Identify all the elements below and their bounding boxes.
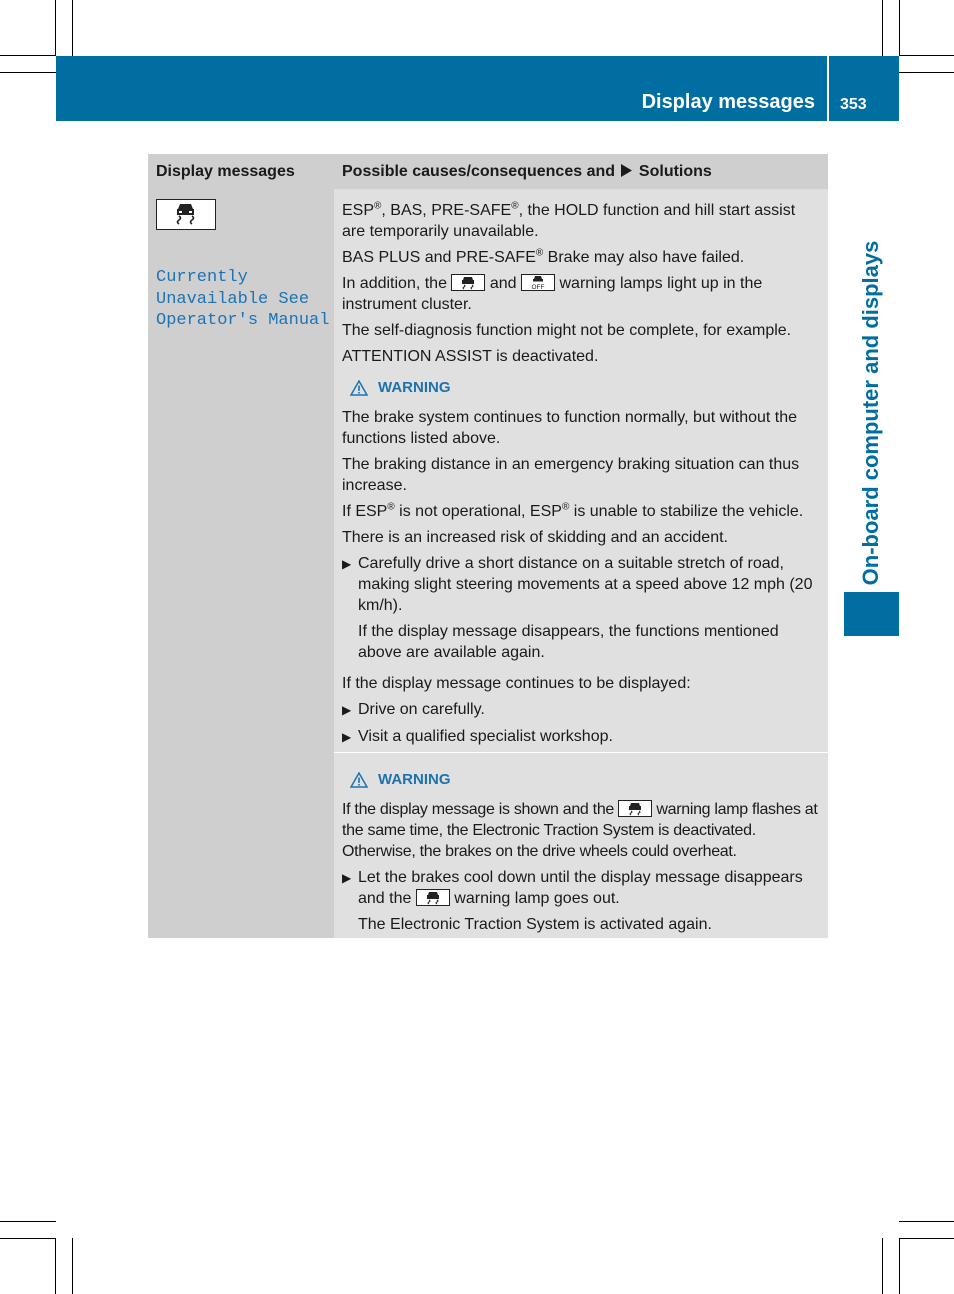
causes-solutions-cell-2 xyxy=(334,753,828,938)
crop-mark xyxy=(0,1221,56,1222)
display-message-text xyxy=(156,267,329,332)
crop-mark xyxy=(899,72,954,73)
paragraph: There is an increased risk of skidding and an accident. xyxy=(342,529,728,546)
paragraph: The braking distance in an emergency braking situation can thus increase. xyxy=(342,456,800,494)
warning-triangle-icon xyxy=(350,380,368,396)
paragraph: The self-diagnosis function might not be complete, for example. xyxy=(342,322,792,339)
esp-skid-lamp-icon xyxy=(416,889,450,906)
chapter-tab-marker xyxy=(844,592,899,636)
crop-mark xyxy=(55,0,56,56)
paragraph: The brake system continues to function normally, but without the functions listed above. xyxy=(342,409,798,447)
page-header xyxy=(56,56,899,121)
crop-mark xyxy=(899,55,954,56)
crop-mark xyxy=(899,0,900,56)
instruction-step: ▶ Carefully drive a short distance on a suitable stretch of road, making slight steering movements at a speed above 12 mph (20 km/h). If the display message disappears, the functions mentioned above are available again. xyxy=(342,555,813,661)
esp-skid-lamp-icon xyxy=(451,274,485,291)
page-number: 353 xyxy=(840,96,867,113)
step-arrow-icon: ▶ xyxy=(342,871,352,885)
crop-mark xyxy=(0,55,56,56)
play-arrow-icon xyxy=(621,164,632,177)
crop-mark xyxy=(899,1238,954,1239)
crop-mark xyxy=(899,1238,900,1294)
crop-mark xyxy=(55,1238,56,1294)
display-message-cell xyxy=(148,189,334,938)
display-message-line: Currently xyxy=(156,268,248,287)
causes-solutions-cell-1 xyxy=(334,189,828,752)
crop-mark xyxy=(899,1221,954,1222)
crop-mark xyxy=(0,72,56,73)
paragraph: If the display message is shown and the warning lamp flashes at the same time, the Electronic Traction System is deactivated. Otherwise, the brakes on the drive wheels could overheat. xyxy=(342,801,818,860)
instruction-step: ▶ Drive on carefully. xyxy=(342,699,822,720)
esp-skid-lamp-icon xyxy=(156,199,216,230)
paragraph: If the display message continues to be displayed: xyxy=(342,675,691,692)
display-messages-table xyxy=(148,154,828,938)
instruction-step: ▶ Let the brakes cool down until the display message disappears and the warning lamp goes out. The Electronic Traction System is activated again. xyxy=(342,869,803,933)
paragraph: In addition, the and OFF warning lamps light up in the instrument cluster. xyxy=(342,275,763,313)
crop-mark xyxy=(882,0,883,56)
column-header-display-messages: Display messages xyxy=(148,154,334,189)
crop-mark xyxy=(72,0,73,56)
display-message-line: Operator's Manual xyxy=(156,311,330,330)
paragraph: BAS PLUS and PRE-SAFE® Brake may also have failed. xyxy=(342,247,745,266)
paragraph: If ESP® is not operational, ESP® is unable to stabilize the vehicle. xyxy=(342,501,804,520)
paragraph: ESP®, BAS, PRE-SAFE®, the HOLD function and hill start assist are temporarily unavailable. xyxy=(342,200,796,240)
warning-triangle-icon xyxy=(350,772,368,788)
step-arrow-icon: ▶ xyxy=(342,703,352,717)
step-arrow-icon: ▶ xyxy=(342,730,352,744)
esp-skid-lamp-icon xyxy=(618,800,652,817)
crop-mark xyxy=(0,1238,56,1239)
warning-heading: WARNING xyxy=(342,377,822,398)
instruction-step: ▶ Visit a qualified specialist workshop. xyxy=(342,726,822,747)
header-divider xyxy=(827,56,829,121)
column-header-causes-solutions: Possible causes/consequences and Solutions xyxy=(334,154,828,189)
warning-heading: WARNING xyxy=(342,769,822,790)
svg-text:OFF: OFF xyxy=(531,284,545,290)
esp-off-lamp-icon xyxy=(521,274,555,291)
display-message-line: Unavailable See xyxy=(156,289,310,309)
chapter-side-label: On-board computer and displays xyxy=(858,240,883,586)
section-title: Display messages xyxy=(641,91,815,113)
paragraph: ATTENTION ASSIST is deactivated. xyxy=(342,348,599,365)
crop-mark xyxy=(72,1238,73,1294)
step-arrow-icon: ▶ xyxy=(342,557,352,571)
crop-mark xyxy=(882,1238,883,1294)
